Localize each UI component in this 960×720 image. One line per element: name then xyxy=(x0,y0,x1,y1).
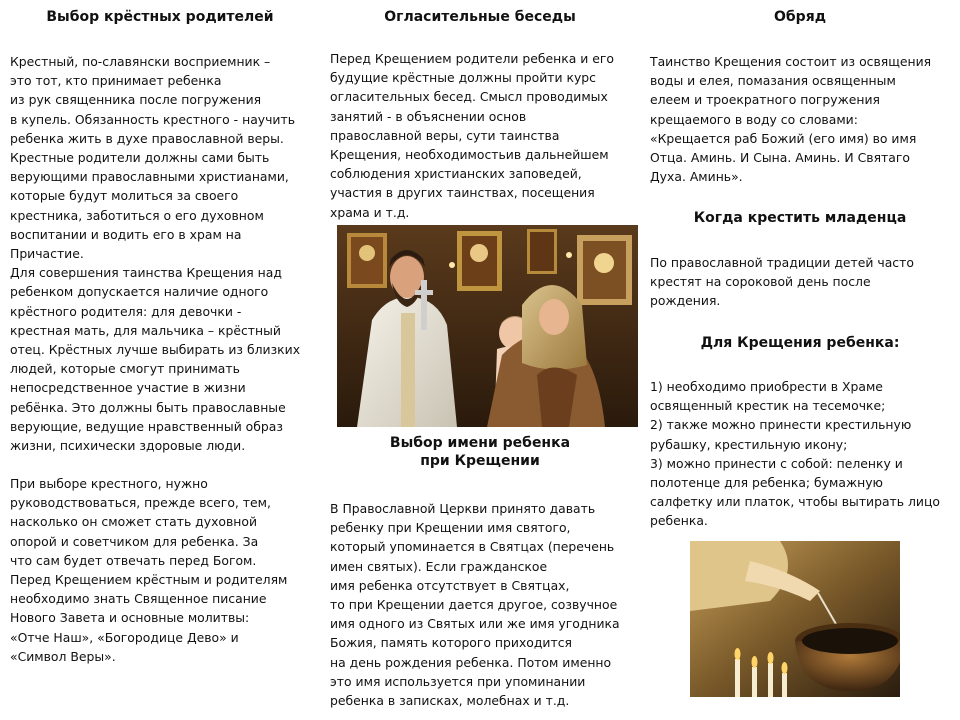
name-choice-heading xyxy=(330,434,630,470)
godparents-heading: Выбор крёстных родителей xyxy=(46,9,274,25)
baptism-photo xyxy=(337,225,638,427)
name-choice-paragraph: В Православной Церкви принято давать ребенку при Крещении имя святого, который упоминается в Святцах (перечень имен святых). Если гражданское имя ребенка отсутствует в Святцах, то при Крещении дается другое, созвучное имя одного из Святых или же имя угодника Божия, память которого приходится на день рождения ребенка. Потом именно это имя используется при упоминании ребенка в записках, молебнах и т.д. xyxy=(330,501,620,709)
when-to-baptize-paragraph: По православной традиции детей часто крестят на сороковой день после рождения. xyxy=(650,255,914,309)
font-candles-image xyxy=(690,541,900,697)
baptism-photo-image xyxy=(337,225,638,427)
rite-paragraph: Таинство Крещения состоит из освящения воды и елея, помазания освященным елеем и троекратного погружения крещаемого в воду со словами: «Крещается раб Божий (его имя) во имя Отца. Аминь. И Сына. Аминь. И Святаго Духа. Аминь». xyxy=(650,54,932,185)
rite-heading: Обряд xyxy=(774,9,826,25)
for-baptism-heading: Для Крещения ребенка: xyxy=(700,335,900,351)
when-to-baptize-heading: Когда крестить младенца xyxy=(693,210,907,226)
catechesis-heading: Огласительные беседы xyxy=(384,9,576,25)
godparent-choice-paragraph: При выборе крестного, нужно руководствоваться, прежде всего, тем, насколько он сможет стать духовной опорой и советчиком для ребенка. За что сам будет отвечать перед Богом. Перед Крещением крёстным и родителям необходимо знать Священное писание Нового Завета и основные молитвы: «Отче Наш», «Богородице Дево» и «Символ Веры». xyxy=(10,476,288,664)
name-choice-heading-line1: Выбор имени ребенка xyxy=(389,435,571,451)
for-baptism-list: 1) необходимо приобрести в Храме освященный крестик на тесемочке; 2) также можно принести крестильную рубашку, крестильную икону; 3) можно принести с собой: пеленку и полотенце для ребенка; бумажную салфетку или платок, чтобы вытирать лицо ребенка. xyxy=(650,379,940,529)
name-choice-heading-line2: при Крещении xyxy=(420,453,540,469)
font-candles-photo xyxy=(690,541,900,697)
godparents-paragraph: Крестный, по-славянски восприемник – это тот, кто принимает ребенка из рук священника после погружения в купель. Обязанность крестного - научить ребенка жить в духе православной веры. Крестные родители должны сами быть верующими православными христианами, которые будут молиться за своего крестника, заботиться о его духовном воспитании и водить его в храм на Причастие. Для совершения таинства Крещения над ребенком допускается наличие одного крёстного родителя: для девочки - крестная мать, для мальчика – крёстный отец. Крёстных лучше выбирать из близких людей, которые смогут принимать непосредственное участие в жизни ребёнка. Это должны быть православные верующие, ведущие нравственный образ жизни, психически здоровые люди. xyxy=(10,54,301,454)
catechesis-paragraph: Перед Крещением родители ребенка и его будущие крёстные должны пройти курс огласительных бесед. Смысл проводимых занятий - в объяснении основ православной веры, сути таинства Крещения, необходимостьив дальнейшем соблюдения христианских заповедей, участия в других таинствах, посещения храма и т.д. xyxy=(330,51,614,220)
